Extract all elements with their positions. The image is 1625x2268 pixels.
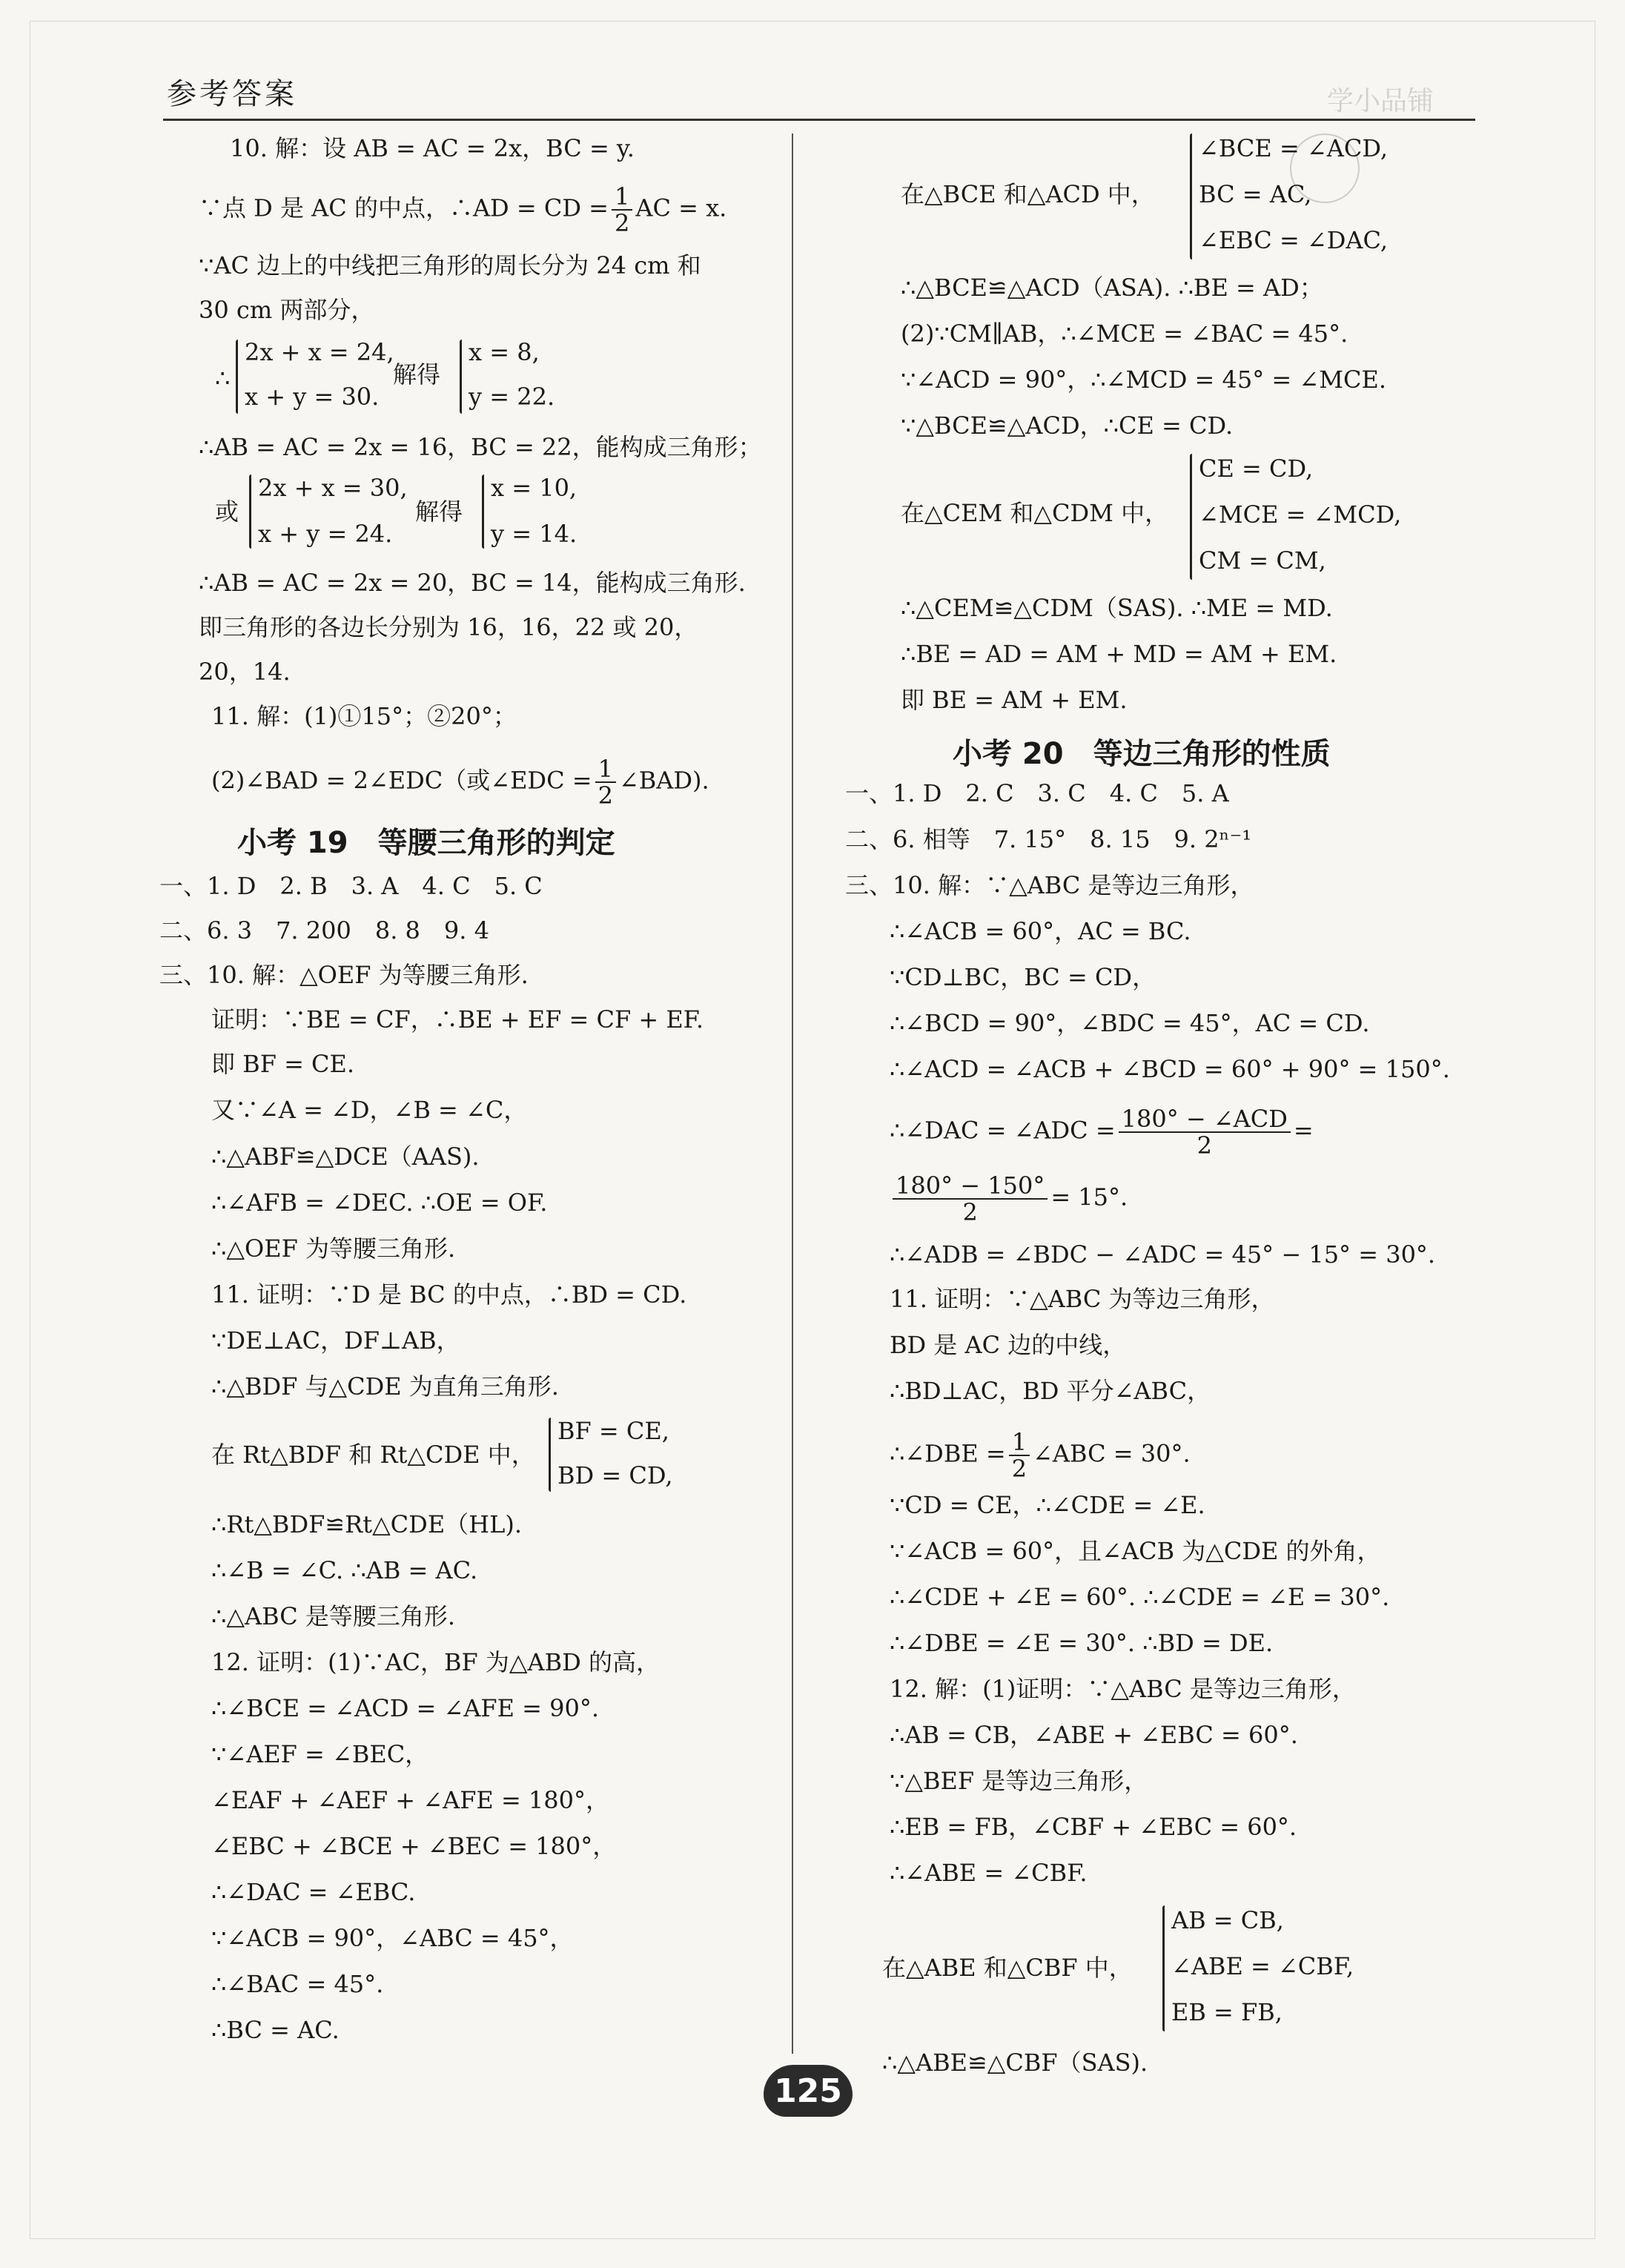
line: 11. 解：(1)①15°；②20°； [211,702,517,730]
brace [549,1418,551,1492]
equation: 2x + x = 24, [245,338,394,366]
line: 在△BCE 和△ACD 中， [901,180,1155,208]
line: ∴BD⊥AC，BD 平分∠ABC， [890,1377,1211,1405]
line: ∴BC = AC. [211,2016,340,2044]
line: ∠EAF + ∠AEF + ∠AFE = 180°， [211,1786,610,1814]
equation: 2x + x = 30, [258,474,408,502]
brace [1162,1905,1165,2031]
line: ∴AB = CB，∠ABE + ∠EBC = 60°. [890,1721,1298,1749]
line: ∴∠CDE + ∠E = 60°. ∴∠CDE = ∠E = 30°. [890,1583,1390,1611]
fraction: $\frac{1}{2}$ [1009,1429,1030,1481]
equation: ∠MCE = ∠MCD, [1199,500,1402,529]
line: 证明：∵BE = CF，∴BE + EF = CF + EF. [211,1005,704,1034]
line: ∴∠ACD = ∠ACB + ∠BCD = 60° + 90° = 150°. [890,1055,1450,1083]
line: ∴△ABC 是等腰三角形. [211,1602,456,1630]
section-title: 小考 19 等腰三角形的判定 [237,826,615,860]
line: 即 BF = CE. [211,1050,355,1078]
line: ∵CD⊥BC，BC = CD， [890,963,1156,991]
line: 一、1. D 2. C 3. C 4. C 5. A [845,779,1229,807]
line: ∵DE⊥AC，DF⊥AB， [211,1326,460,1355]
line: ∴∠ACB = 60°，AC = BC. [890,917,1191,945]
line: ∵△BEF 是等边三角形， [890,1767,1148,1795]
equation: BF = CE, [557,1417,669,1445]
line: ∴△BCE≌△ACD（ASA). ∴BE = AD； [901,274,1323,302]
line: 二、6. 相等 7. 15° 8. 15 9. 2ⁿ⁻¹ [845,825,1252,853]
equation: x = 10, [491,474,577,502]
line: 三、10. 解：∵△ABC 是等边三角形， [845,871,1254,899]
equation: EB = FB, [1171,1998,1283,2026]
line: ∴∠B = ∠C. ∴AB = AC. [211,1556,478,1584]
line: 即三角形的各边长分别为 16，16，22 或 20， [199,613,698,641]
page-number: 125 [774,2072,842,2110]
line: (2)∵CM∥AB，∴∠MCE = ∠BAC = 45°. [901,320,1348,348]
page-number-badge [764,2057,853,2124]
line: ∵∠ACD = 90°，∴∠MCD = 45° = ∠MCE. [901,366,1387,394]
fraction: $\frac{\text{180° − ∠ACD}}{2}$ [1119,1106,1291,1158]
line: ∵△BCE≌△ACD，∴CE = CD. [901,411,1234,440]
line: ∴AB = AC = 2x = 20，BC = 14，能构成三角形. [199,569,746,597]
line: 10. 解：设 AB = AC = 2x，BC = y. [230,134,635,162]
line: ∴∠AFB = ∠DEC. ∴OE = OF. [211,1188,548,1217]
header-rule [163,119,1475,121]
line: ∠EBC + ∠BCE + ∠BEC = 180°， [211,1832,617,1860]
equation: AB = CB, [1171,1906,1284,1934]
line: ∴∠DBE = ∠E = 30°. ∴BD = DE. [890,1629,1274,1657]
line: ∴∠ADB = ∠BDC − ∠ADC = 45° − 15° = 30°. [890,1240,1436,1269]
column-divider [792,133,793,2054]
line: 在 Rt△BDF 和 Rt△CDE 中， [211,1441,535,1469]
line: $\frac{180^\circ - 150^\circ}{2}$ = 15°. [890,1173,1128,1225]
equation: x + y = 24. [258,520,393,548]
line: ∵∠AEF = ∠BEC， [211,1740,429,1768]
line: (2)∠BAD = 2∠EDC（或∠EDC = $\frac{1}{2}$ ∠BAD). [211,755,709,810]
brace [482,475,484,549]
line: ∴AB = AC = 2x = 16，BC = 22，能构成三角形； [199,433,762,461]
equation: x + y = 30. [245,383,380,411]
brace [249,475,251,549]
line: 一、1. D 2. B 3. A 4. C 5. C [159,872,543,900]
line: ∴△BDF 与△CDE 为直角三角形. [211,1372,559,1401]
brace [1190,454,1192,580]
system-solve: 解得 [415,497,463,526]
header-right-mark: 学小品铺 [1327,86,1434,116]
line: ∴∠BAC = 45°. [211,1970,384,1998]
line: 在△ABE 和△CBF 中， [882,1954,1133,1982]
line: ∴∠BCE = ∠ACD = ∠AFE = 90°. [211,1694,600,1722]
equation: BD = CD, [557,1461,673,1490]
equation: BC = AC, [1199,180,1312,208]
equation: x = 8, [469,338,540,366]
brace [236,340,238,414]
line: 20，14. [199,658,291,686]
equation: y = 14. [491,520,577,548]
line: ∴△CEM≌△CDM（SAS). ∴ME = MD. [901,594,1333,622]
line: 即 BE = AM + EM. [901,686,1128,714]
line: ∴∠BCD = 90°，∠BDC = 45°，AC = CD. [890,1009,1370,1037]
line: ∵AC 边上的中线把三角形的周长分为 24 cm 和 [199,251,701,280]
line: BD 是 AC 边的中线， [890,1331,1127,1359]
system-solve: 解得 [393,360,441,389]
line: ∴△ABF≌△DCE（AAS). [211,1143,480,1171]
line: ∵∠ACB = 60°，且∠ACB 为△CDE 的外角， [890,1537,1381,1565]
equation: y = 22. [469,383,555,411]
line: ∵∠ACB = 90°，∠ABC = 45°， [211,1924,574,1952]
line: ∴BE = AD = AM + MD = AM + EM. [901,640,1337,668]
fraction: $\frac{1}{2}$ [595,756,616,808]
line: ∴EB = FB，∠CBF + ∠EBC = 60°. [890,1813,1297,1841]
equation: ∠EBC = ∠DAC, [1199,226,1389,254]
line: 二、6. 3 7. 200 8. 8 9. 4 [159,916,489,945]
equation: CE = CD, [1199,454,1314,483]
line: ∵点 D 是 AC 的中点，∴AD = CD = $\frac{1}{2}$ AC = x. [199,182,727,237]
brace [1190,133,1192,259]
line: 在△CEM 和△CDM 中， [901,499,1169,527]
line: 30 cm 两部分， [199,296,375,324]
equation: CM = CM, [1199,546,1326,575]
line: 12. 解：(1)证明：∵△ABC 是等边三角形， [890,1675,1356,1703]
line: ∵CD = CE，∴∠CDE = ∠E. [890,1491,1205,1519]
line: 11. 证明：∵△ABC 为等边三角形， [890,1285,1275,1313]
line: ∴∠ABE = ∠CBF. [890,1859,1088,1887]
equation: ∠BCE = ∠ACD, [1199,134,1389,162]
fraction: $\frac{1}{2}$ [612,184,632,236]
line: ∴∠DBE = $\frac{1}{2}$ ∠ABC = 30°. [890,1428,1191,1483]
fraction: $\frac{180^\circ - 150^\circ}{2}$ [893,1173,1048,1225]
system-prefix: ∴ [215,364,231,392]
line: ∴∠DAC = ∠EBC. [211,1878,416,1906]
brace [460,340,462,414]
line: ∴∠DAC = ∠ADC = $\frac{\text{180° − ∠ACD}}{2}$ = [890,1105,1314,1160]
system-prefix: 或 [215,497,239,526]
equation: ∠ABE = ∠CBF, [1171,1952,1354,1980]
line: 11. 证明：∵D 是 BC 的中点，∴BD = CD. [211,1280,687,1309]
line: ∴△ABE≌△CBF（SAS). [882,2049,1148,2077]
line: ∴Rt△BDF≌Rt△CDE（HL). [211,1510,522,1538]
section-title: 小考 20 等边三角形的性质 [953,737,1331,771]
line: 又∵∠A = ∠D，∠B = ∠C， [211,1096,528,1124]
line: 三、10. 解：△OEF 为等腰三角形. [159,961,529,989]
line: ∴△OEF 为等腰三角形. [211,1234,456,1263]
line: 12. 证明：(1)∵AC，BF 为△ABD 的高， [211,1648,660,1676]
header-title: 参考答案 [167,77,297,111]
